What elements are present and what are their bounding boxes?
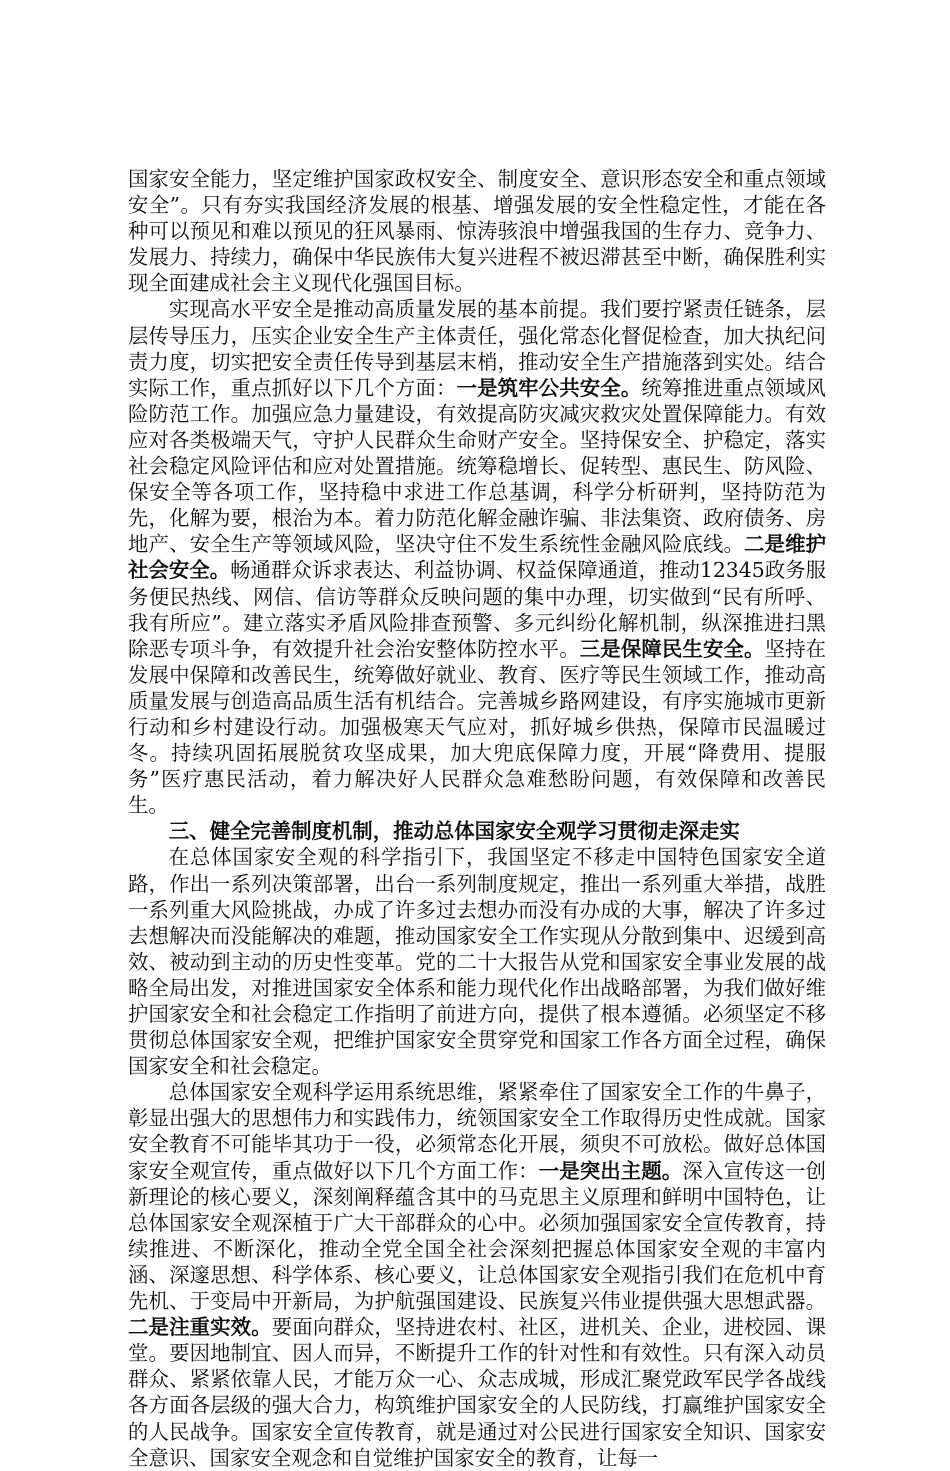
point-heading-social-safety: 二是维护社会安全。 bbox=[128, 532, 827, 583]
paragraph-national-security-path: 在总体国家安全观的科学指引下，我国坚定不移走中国特色国家安全道路，作出一系列决策部署，出台一系列制度规定，推出一系列重大举措，战胜一系列重大风险挑战，办成了许多过去想办而没有办成的大事，解决了许多过去想解决而没能解决的难题，推动国家安全工作实现从分散到集中、迟缓到高效、被动到主动的历史性变革。党的二十大报告从党和国家安全事业发展的战略全局出发，对推进国家安全体系和能力现代化作出战略部署，为我们做好维护国家安全和社会稳定工作指明了前进方向，提供了根本遵循。必须坚定不移贯彻总体国家安全观，把维护国家安全贯穿党和国家工作各方面全过程，确保国家安全和社会稳定。 bbox=[128, 845, 826, 1079]
paragraph-continuation: 国家安全能力，坚定维护国家政权安全、制度安全、意识形态安全和重点领域安全”。只有夯实我国经济发展的根基、增强发展的安全性稳定性，才能在各种可以预见和难以预见的狂风暴雨、惊涛骇浪中增强我国的生存力、竞争力、发展力、持续力，确保中华民族伟大复兴进程不被迟滞甚至中断，确保胜利实现全面建成社会主义现代化强国目标。 bbox=[128, 167, 826, 296]
paragraph-public-safety bbox=[128, 296, 826, 818]
paragraph-text: 要面向群众，坚持进农村、社区，进机关、企业，进校园、课堂。要因地制宜、因人而异，不断提升工作的针对性和有效性。只有深入动员群众、紧紧依靠人民，才能万众一心、众志成城，形成汇聚党政军民学各战线各方面各层级的强大合力，构筑维护国家安全的人民防线，打赢维护国家安全的人民战争。国家安全宣传教育，就是通过对公民进行国家安全知识、国家安全意识、国家安全观念和自觉维护国家安全的教育，让每一 bbox=[128, 1315, 827, 1470]
point-heading-livelihood-safety: 三是保障民生安全。 bbox=[579, 636, 765, 661]
point-heading-public-safety: 一是筑牢公共安全。 bbox=[456, 375, 642, 400]
paragraph-text: 实现高水平安全是推动高质量发展的基本前提。我们要拧紧责任链条，层层传导压力，压实企业安全生产主体责任，强化常态化督促检查，加大执纪问责力度，切实把安全责任传导到基层末梢，推动安全生产措施落到实处。结合实际工作，重点抓好以下几个方面： bbox=[128, 297, 826, 400]
paragraph-text: 畅通群众诉求表达、利益协调、权益保障通道，推动12345政务服务便民热线、网信、信访等群众反映问题的集中办理，切实做到“民有所呼、我有所应”。建立落实矛盾风险排查预警、多元纠纷化解机制，纵深推进扫黑除恶专项斗争，有效提升社会治安整体防控水平。 bbox=[128, 558, 826, 661]
point-heading-effectiveness: 二是注重实效。 bbox=[128, 1315, 272, 1340]
paragraph-text: 深入宣传这一创新理论的核心要义，深刻阐释蕴含其中的马克思主义原理和鲜明中国特色，让总体国家安全观深植于广大干部群众的心中。必须加强国家安全宣传教育，持续推进、不断深化，推动全党全国全社会深刻把握总体国家安全观的丰富内涵、深邃思想、科学体系、核心要义，让总体国家安全观指引我们在危机中育先机、于变局中开新局，为护航强国建设、民族复兴伟业提供强大思想武器。 bbox=[128, 1158, 827, 1314]
point-heading-theme: 一是突出主题。 bbox=[538, 1158, 683, 1183]
document-page bbox=[128, 166, 826, 1471]
paragraph-publicity-work bbox=[128, 1079, 826, 1470]
paragraph-text: 统筹推进重点领域风险防范工作。加强应急力量建设，有效提高防灾减灾救灾处置保障能力。有效应对各类极端天气，守护人民群众生命财产安全。坚持保安全、护稳定，落实社会稳定风险评估和应对处置措施。统筹稳增长、促转型、惠民生、防风险、保安全等各项工作，坚持稳中求进工作总基调，科学分析研判，坚持防范为先，化解为要，根治为本。着力防范化解金融诈骗、非法集资、政府债务、房地产、安全生产等领域风险，坚决守住不发生系统性金融风险底线。 bbox=[128, 375, 827, 557]
paragraph-text: 总体国家安全观科学运用系统思维，紧紧牵住了国家安全工作的牛鼻子，彰显出强大的思想伟力和实践伟力，统领国家安全工作取得历史性成就。国家安全教育不可能毕其功于一役，必须常态化开展，须臾不可放松。做好总体国家安全观宣传，重点做好以下几个方面工作： bbox=[128, 1080, 826, 1183]
paragraph-text: 坚持在发展中保障和改善民生，统筹做好就业、教育、医疗等民生领域工作，推动高质量发展与创造高品质生活有机结合。完善城乡路网建设，有序实施城市更新行动和乡村建设行动。加强极寒天气应对，抓好城乡供热，保障市民温暖过冬。持续巩固拓展脱贫攻坚成果，加大兜底保障力度，开展“降费用、提服务”医疗惠民活动，着力解决好人民群众急难愁盼问题，有效保障和改善民生。 bbox=[128, 636, 827, 818]
section-heading-3: 三、健全完善制度机制，推动总体国家安全观学习贯彻走深走实 bbox=[168, 819, 740, 844]
